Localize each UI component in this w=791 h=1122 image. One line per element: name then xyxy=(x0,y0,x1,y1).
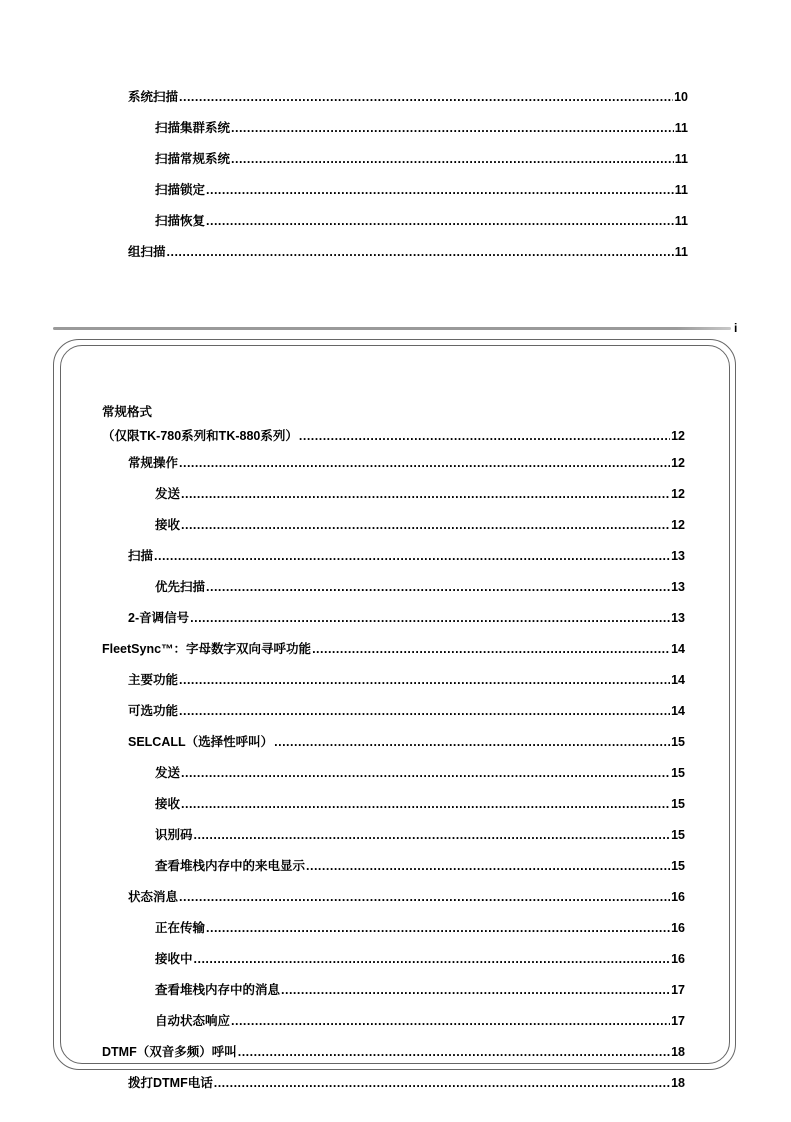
toc-entry[interactable] xyxy=(102,1042,685,1060)
dot-leader xyxy=(312,641,670,657)
toc-entry-page: 12 xyxy=(671,456,685,470)
toc-entry-label: 系统扫描 xyxy=(128,90,179,104)
toc-entry[interactable] xyxy=(155,149,688,167)
toc-entry-page: 14 xyxy=(671,673,685,687)
toc-entry[interactable] xyxy=(155,794,685,812)
dot-leader xyxy=(167,244,674,260)
dot-leader xyxy=(181,796,670,812)
toc-entry-label: 优先扫描 xyxy=(155,580,206,594)
toc-entry-page: 17 xyxy=(671,1014,685,1028)
dot-leader xyxy=(206,182,674,198)
toc-entry-page: 11 xyxy=(674,245,688,259)
dot-leader xyxy=(214,1075,670,1091)
toc-entry-label: 接收 xyxy=(155,797,181,811)
dot-leader xyxy=(281,982,670,998)
toc-entry-label: 接收 xyxy=(155,518,181,532)
toc-entry[interactable] xyxy=(128,732,685,750)
toc-entry-label: 可选功能 xyxy=(128,704,179,718)
toc-entry-label: 扫描 xyxy=(128,549,154,563)
toc-entry-label: FleetSync™：字母数字双向寻呼功能 xyxy=(102,642,312,656)
toc-entry-label: 2-音调信号 xyxy=(128,611,190,625)
toc-entry-label: DTMF（双音多频）呼叫 xyxy=(102,1045,237,1059)
toc-entry[interactable] xyxy=(128,546,685,564)
toc-entry[interactable] xyxy=(155,180,688,198)
toc-entry[interactable] xyxy=(128,887,685,905)
dot-leader xyxy=(190,610,670,626)
toc-entry-page: 12 xyxy=(671,518,685,532)
dot-leader xyxy=(181,517,670,533)
dot-leader xyxy=(154,548,670,564)
toc-entry[interactable] xyxy=(155,763,685,781)
toc-entry[interactable] xyxy=(155,484,685,502)
section-heading: 常规格式 xyxy=(102,405,153,419)
dot-leader xyxy=(306,858,670,874)
toc-entry-page: 11 xyxy=(674,183,688,197)
toc-entry-page: 15 xyxy=(671,828,685,842)
page-number: i xyxy=(734,321,738,335)
toc-entry-page: 11 xyxy=(674,121,688,135)
dot-leader xyxy=(238,1044,670,1060)
toc-entry[interactable] xyxy=(155,118,688,136)
toc-entry-label: 扫描锁定 xyxy=(155,183,206,197)
dot-leader xyxy=(231,151,674,167)
dot-leader xyxy=(206,579,670,595)
toc-entry-label: 查看堆栈内存中的消息 xyxy=(155,983,281,997)
toc-entry-page: 14 xyxy=(671,704,685,718)
toc-entry-label: 常规操作 xyxy=(128,456,179,470)
dot-leader xyxy=(179,672,670,688)
dot-leader xyxy=(299,428,670,444)
toc-entry-page: 18 xyxy=(671,1076,685,1090)
toc-entry-page: 18 xyxy=(671,1045,685,1059)
toc-entry-label: 拨打DTMF电话 xyxy=(128,1076,213,1090)
toc-entry[interactable] xyxy=(155,577,685,595)
toc-entry-page: 15 xyxy=(671,859,685,873)
toc-entry-page: 13 xyxy=(671,611,685,625)
dot-leader xyxy=(181,486,670,502)
toc-entry-label: （仅限TK-780系列和TK-880系列） xyxy=(102,429,298,443)
toc-entry-page: 11 xyxy=(674,152,688,166)
toc-entry-page: 15 xyxy=(671,797,685,811)
toc-entry-page: 16 xyxy=(671,890,685,904)
toc-entry[interactable] xyxy=(128,453,685,471)
toc-entry[interactable] xyxy=(102,426,685,444)
toc-entry[interactable] xyxy=(128,1073,685,1091)
toc-entry[interactable] xyxy=(155,1011,685,1029)
toc-entry-page: 12 xyxy=(671,429,685,443)
toc-entry-label: 组扫描 xyxy=(128,245,166,259)
toc-entry[interactable] xyxy=(155,515,685,533)
toc-entry-page: 14 xyxy=(671,642,685,656)
toc-entry-page: 15 xyxy=(671,735,685,749)
dot-leader xyxy=(179,889,670,905)
toc-entry-page: 13 xyxy=(671,549,685,563)
toc-entry-page: 16 xyxy=(671,921,685,935)
toc-entry-page: 13 xyxy=(671,580,685,594)
toc-entry-label: 扫描集群系统 xyxy=(155,121,231,135)
dot-leader xyxy=(194,827,671,843)
page-divider xyxy=(53,327,731,330)
toc-entry-label: 正在传输 xyxy=(155,921,206,935)
dot-leader xyxy=(179,455,670,471)
toc-entry-page: 16 xyxy=(671,952,685,966)
toc-entry[interactable] xyxy=(155,949,685,967)
dot-leader xyxy=(274,734,670,750)
dot-leader xyxy=(179,703,670,719)
dot-leader xyxy=(179,89,673,105)
toc-entry-label: 查看堆栈内存中的来电显示 xyxy=(155,859,306,873)
dot-leader xyxy=(231,1013,670,1029)
toc-entry[interactable] xyxy=(128,87,688,105)
toc-entry-page: 10 xyxy=(674,90,688,104)
toc-entry-label: 扫描恢复 xyxy=(155,214,206,228)
toc-entry[interactable] xyxy=(155,825,685,843)
toc-entry-label: 接收中 xyxy=(155,952,193,966)
toc-entry-page: 11 xyxy=(674,214,688,228)
toc-entry-label: 识别码 xyxy=(155,828,193,842)
toc-entry[interactable] xyxy=(128,608,685,626)
dot-leader xyxy=(231,120,674,136)
toc-entry[interactable] xyxy=(155,918,685,936)
dot-leader xyxy=(206,920,670,936)
toc-entry[interactable] xyxy=(128,242,688,260)
toc-entry-page: 12 xyxy=(671,487,685,501)
toc-entry-label: 自动状态响应 xyxy=(155,1014,231,1028)
toc-entry-page: 15 xyxy=(671,766,685,780)
toc-entry-label: 发送 xyxy=(155,487,181,501)
toc-entry-label: SELCALL（选择性呼叫） xyxy=(128,735,274,749)
toc-entry-label: 扫描常规系统 xyxy=(155,152,231,166)
toc-entry[interactable] xyxy=(102,639,685,657)
dot-leader xyxy=(181,765,670,781)
toc-entry[interactable] xyxy=(128,701,685,719)
toc-entry-label: 主要功能 xyxy=(128,673,179,687)
toc-entry-page: 17 xyxy=(671,983,685,997)
toc-entry[interactable] xyxy=(155,211,688,229)
toc-entry-label: 状态消息 xyxy=(128,890,179,904)
toc-entry[interactable] xyxy=(155,856,685,874)
dot-leader xyxy=(194,951,671,967)
toc-entry[interactable] xyxy=(155,980,685,998)
dot-leader xyxy=(206,213,674,229)
toc-entry[interactable] xyxy=(128,670,685,688)
toc-entry-label: 发送 xyxy=(155,766,181,780)
